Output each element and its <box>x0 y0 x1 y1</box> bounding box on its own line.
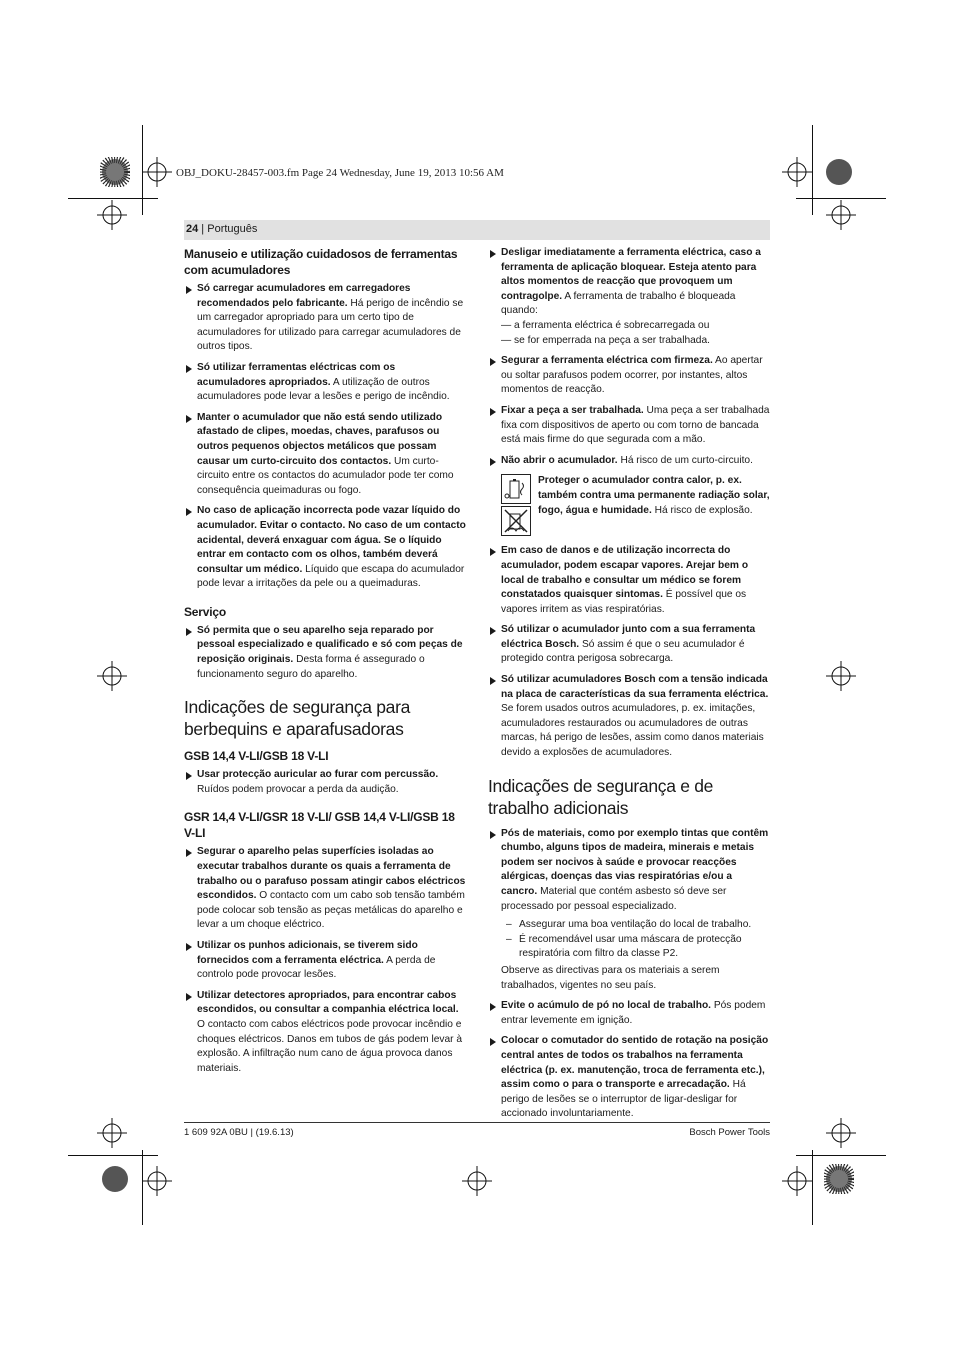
list-item: Só utilizar acumuladores Bosch com a tensão indicada na placa de características da sua ferramenta eléctrica. Se forem usados outros acumuladores, p. ex. imitações, acumuladores restaurados ou acumuladores de outras marcas, há perigo de lesões, assim como danos materiais devido a explosões de acumuladores. <box>488 673 770 761</box>
symbol-item-text: Há risco de explosão. <box>651 504 753 516</box>
registration-wheel-icon <box>824 157 854 187</box>
crosshair-icon <box>142 157 172 187</box>
left-column <box>184 246 466 1082</box>
list-item: Só utilizar ferramentas eléctricas com os acumuladores apropriados. A utilização de outros acumuladores pode levar a lesões e perigo de incêndio. <box>184 361 466 405</box>
language-label: Português <box>207 223 258 235</box>
note-text: Observe as directivas para os materiais a serem trabalhados, vigentes no seu país. <box>501 964 720 991</box>
list-item: Utilizar os punhos adicionais, se tiverem sido fornecidos com a ferramenta eléctrica. A perda de controlo pode provocar lesões. <box>184 939 466 983</box>
symbol-item <box>501 474 770 538</box>
print-line: OBJ_DOKU-28457-003.fm Page 24 Wednesday, June 19, 2013 10:56 AM <box>176 167 504 179</box>
list-item: Evite o acúmulo de pó no local de trabalho. Pós podem entrar levemente em ignição. <box>488 999 770 1028</box>
chapter-title: Indicações de segurança para berbequins e aparafusadoras <box>184 697 411 740</box>
crosshair-icon <box>97 1118 127 1148</box>
crosshair-icon <box>97 200 127 230</box>
page-footer <box>184 1122 770 1138</box>
crosshair-icon <box>462 1166 492 1196</box>
chapter-title: Indicações de segurança e de trabalho adicionais <box>488 775 714 818</box>
list-item: Utilizar detectores apropriados, para encontrar cabos escondidos, ou consultar a companhia eléctrica local. O contacto com cabos eléctricos pode provocar incêndio e choques eléctricos. Danos em tubos de gás podem levar à explosão. A infiltração num cano de água provoca danos materiais. <box>184 989 466 1077</box>
sub-item: — a ferramenta eléctrica é sobrecarregada ou <box>501 319 710 331</box>
list-item: Desligar imediatamente a ferramenta eléctrica, caso a ferramenta de aplicação bloquear. Esteja atento para altos momentos de reacção que provoquem um contragolpe. A ferramenta de trabalho é bloqueada quando: <box>488 246 770 319</box>
list-item: Pós de materiais, como por exemplo tintas que contêm chumbo, alguns tipos de madeira, minerais e metais podem ser nocivos à saúde e provocar reacções alérgicas, doenças das vias respiratórias e/ou a cancro. Material que contém asbesto só deve ser processado por pessoal especializado. <box>488 827 770 915</box>
heat-warning-icon <box>501 474 531 504</box>
crosshair-icon <box>782 1166 812 1196</box>
list-item: Fixar a peça a ser trabalhada. Uma peça a ser trabalhada fixa com dispositivos de aperto ou com torno de bancada está mais firme do que segurada com a mão. <box>488 404 770 448</box>
crosshair-icon <box>826 200 856 230</box>
sub-item: – É recomendável usar uma máscara de protecção respiratória com filtro da classe P2. <box>506 933 742 960</box>
list-item: Em caso de danos e de utilização incorrecta do acumulador, podem escapar vapores. Arejar bem o local de trabalho e consultar um médico se forem constatados quaisquer sintomas. É possível que os vapores irritem as vias respiratórias. <box>488 544 770 617</box>
section-title: Serviço <box>184 604 226 619</box>
list-item: Só carregar acumuladores em carregadores recomendados pelo fabricante. Há perigo de incêndio se um carregador apropriado para um certo tipo de acumuladores for utilizado para carregar acumuladores de outros tipos. <box>184 282 466 355</box>
section-title: Manuseio e utilização cuidadosos de ferramentas com acumuladores <box>184 247 458 277</box>
footer-brand: Bosch Power Tools <box>689 1127 770 1138</box>
sub-item: – Assegurar uma boa ventilação do local de trabalho. <box>506 919 752 931</box>
crosshair-icon <box>142 1166 172 1196</box>
registration-wheel-icon <box>100 157 130 187</box>
list-item: Colocar o comutador do sentido de rotação na posição central antes de todos os trabalhos na ferramenta eléctrica (p. ex. manutenção, troca de ferramenta etc.), assim como o para o transporte e arrecadação. Há perigo de lesões se o interruptor de ligar-desligar for accionado involuntariamente. <box>488 1034 770 1122</box>
list-item: Segurar a ferramenta eléctrica com firmeza. Ao apertar ou soltar parafusos podem ocorrer, por instantes, altos momentos de reacção. <box>488 354 770 398</box>
crosshair-icon <box>826 1118 856 1148</box>
registration-wheel-icon <box>824 1164 854 1194</box>
registration-wheel-icon <box>100 1164 130 1194</box>
list-item: No caso de aplicação incorrecta pode vazar líquido do acumulador. Evitar o contacto. No caso de um contacto acidental, deverá enxaguar com água. Se o líquido entrar em contacto com os olhos, também deverá consultar um médico. Líquido que escapa do acumulador pode levar a irritações da pele ou a queimaduras. <box>184 504 466 592</box>
footer-doc-number: 1 609 92A 0BU | (19.6.13) <box>184 1127 294 1138</box>
list-item: Segurar o aparelho pelas superfícies isoladas ao executar trabalhos durante os quais a ferramenta de trabalho ou o parafuso possam atingir cabos eléctricos escondidos. O contacto com um cabo sob tensão também pode colocar sob tensão as peças metálicas do aparelho e levar a um choque eléctrico. <box>184 845 466 933</box>
page-number: 24 <box>186 223 199 235</box>
section-title: GSR 14,4 V-LI/GSR 18 V-LI/ GSB 14,4 V-LI/GSB 18 V-LI <box>184 810 455 841</box>
no-water-fire-icon <box>501 506 531 536</box>
crosshair-icon <box>826 661 856 691</box>
symbol-item-bold: Proteger o acumulador contra calor, p. ex. também contra uma permanente radiação solar, fogo, água e humidade. <box>538 475 770 516</box>
sub-item: — se for emperrada na peça a ser trabalhada. <box>501 334 710 346</box>
section-title: GSB 14,4 V-LI/GSB 18 V-LI <box>184 749 329 764</box>
list-item: Não abrir o acumulador. Há risco de um curto-circuito. <box>488 454 770 469</box>
list-item: Manter o acumulador que não está sendo utilizado afastado de clipes, moedas, chaves, parafusos ou outros pequenos objectos metálicos que possam causar um curto-circuito dos contactos. Um curto-circuito entre os contactos do acumulador pode ter como consequência queimaduras ou fogo. <box>184 411 466 499</box>
crosshair-icon <box>97 661 127 691</box>
right-column <box>488 246 770 1128</box>
crosshair-icon <box>782 157 812 187</box>
page-header: 24 | Português <box>184 220 770 240</box>
list-item: Só permita que o seu aparelho seja reparado por pessoal especializado e qualificado e só com peças de reposição originais. Desta forma é assegurado o funcionamento seguro do aparelho. <box>184 624 466 682</box>
list-item: Só utilizar o acumulador junto com a sua ferramenta eléctrica Bosch. Só assim é que o seu acumulador é protegido contra perigosa sobrecarga. <box>488 623 770 667</box>
list-item: Usar protecção auricular ao furar com percussão. Ruídos podem provocar a perda da audição. <box>184 768 466 797</box>
